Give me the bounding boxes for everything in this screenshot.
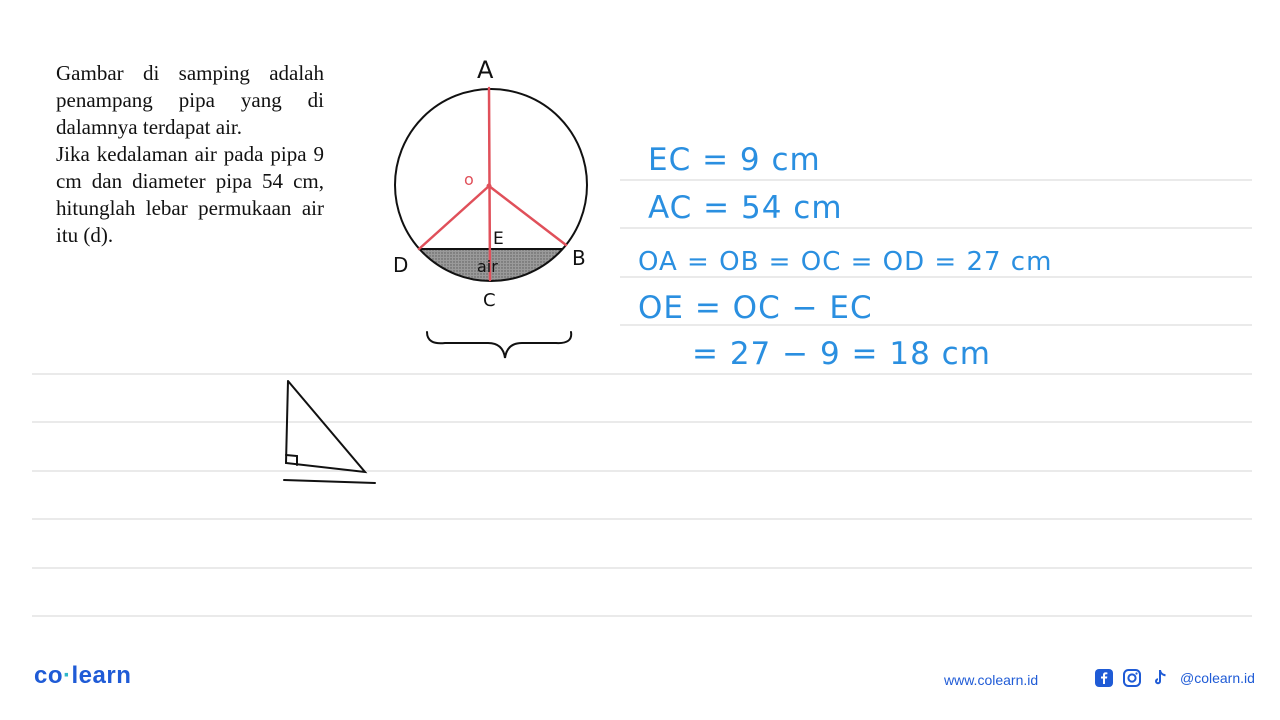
tiktok-icon[interactable] bbox=[1150, 668, 1170, 688]
problem-paragraph-1: Gambar di samping adalah penampang pipa yang di dalamnya terdapat air. bbox=[56, 61, 324, 139]
logo-right: learn bbox=[71, 662, 132, 689]
colearn-logo bbox=[34, 662, 131, 690]
work-line-3: OA = OB = OC = OD = 27 cm bbox=[638, 247, 1053, 277]
facebook-icon[interactable] bbox=[1094, 668, 1114, 688]
work-line-1: EC = 9 cm bbox=[648, 142, 821, 178]
social-handle[interactable]: @colearn.id bbox=[1180, 670, 1255, 686]
label-a: A bbox=[477, 56, 494, 84]
problem-paragraph-2: Jika kedalaman air pada pipa 9 cm dan diameter pipa 54 cm, hitunglah lebar permukaan air itu (d). bbox=[56, 142, 324, 247]
label-d: D bbox=[393, 253, 409, 277]
logo-left: co bbox=[34, 662, 64, 689]
website-url[interactable]: www.colearn.id bbox=[944, 672, 1039, 688]
work-line-4: OE = OC − EC bbox=[638, 290, 873, 326]
label-o: o bbox=[464, 170, 474, 189]
label-b: B bbox=[572, 246, 586, 270]
work-line-5: = 27 − 9 = 18 cm bbox=[692, 336, 991, 372]
water-label: air bbox=[477, 257, 498, 276]
instagram-icon[interactable] bbox=[1122, 668, 1142, 688]
social-links bbox=[1094, 668, 1255, 688]
label-c: C bbox=[483, 290, 496, 311]
logo-dot: · bbox=[63, 662, 72, 689]
work-line-2: AC = 54 cm bbox=[648, 190, 843, 226]
label-e: E bbox=[493, 229, 504, 249]
